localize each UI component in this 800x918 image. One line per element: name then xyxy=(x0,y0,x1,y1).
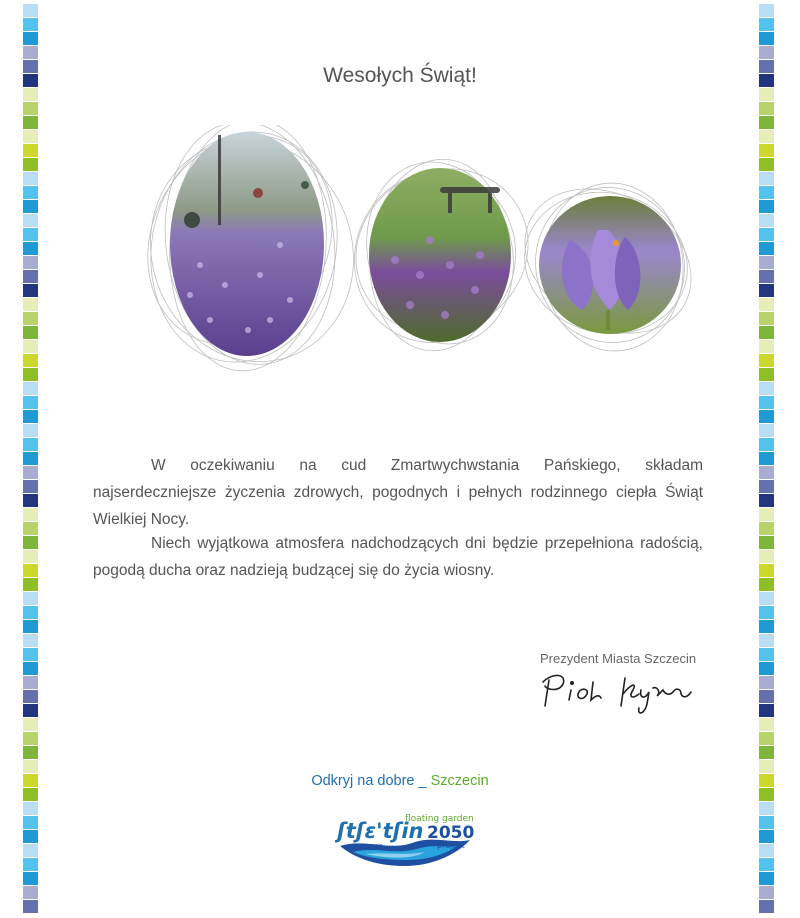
stripe-square xyxy=(23,410,38,423)
stripe-square xyxy=(759,578,774,591)
stripe-square xyxy=(759,368,774,381)
stripe-square xyxy=(759,18,774,31)
stripe-square xyxy=(23,396,38,409)
stripe-square xyxy=(759,172,774,185)
logo-city: szczecin xyxy=(362,843,383,849)
stripe-square xyxy=(23,872,38,885)
stripe-square xyxy=(23,116,38,129)
stripe-square xyxy=(23,900,38,913)
stripe-square xyxy=(759,88,774,101)
stripe-square xyxy=(23,704,38,717)
stripe-square xyxy=(23,620,38,633)
logo-year: 2050 xyxy=(427,823,475,843)
stripe-square xyxy=(759,242,774,255)
stripe-square xyxy=(759,326,774,339)
stripe-square xyxy=(759,592,774,605)
stripe-square xyxy=(759,844,774,857)
stripe-square xyxy=(759,382,774,395)
stripe-square xyxy=(759,802,774,815)
stripe-square xyxy=(23,816,38,829)
stripe-square xyxy=(23,746,38,759)
stripe-square xyxy=(759,816,774,829)
stripe-square xyxy=(759,886,774,899)
stripe-square xyxy=(759,102,774,115)
stripe-square xyxy=(759,144,774,157)
stripe-square xyxy=(23,480,38,493)
stripe-square xyxy=(23,830,38,843)
stripe-square xyxy=(759,704,774,717)
stripe-square xyxy=(759,830,774,843)
stripe-square xyxy=(23,4,38,17)
stripe-square xyxy=(23,802,38,815)
stripe-square xyxy=(759,676,774,689)
stripe-square xyxy=(759,130,774,143)
stripe-square xyxy=(23,606,38,619)
stripe-square xyxy=(759,284,774,297)
stripe-square xyxy=(23,550,38,563)
stripe-square xyxy=(759,466,774,479)
stripe-square xyxy=(23,32,38,45)
stripe-square xyxy=(759,858,774,871)
stripe-square xyxy=(23,494,38,507)
stripe-square xyxy=(759,214,774,227)
stripe-square xyxy=(23,508,38,521)
stripe-square xyxy=(759,116,774,129)
stripe-square xyxy=(759,620,774,633)
stripe-square xyxy=(759,438,774,451)
stripe-square xyxy=(759,718,774,731)
stripe-square xyxy=(759,46,774,59)
stripe-square xyxy=(23,144,38,157)
stripe-square xyxy=(759,746,774,759)
stripe-square xyxy=(759,396,774,409)
stripe-square xyxy=(23,424,38,437)
stripe-square xyxy=(759,354,774,367)
egg-photo-collage xyxy=(130,125,710,385)
stripe-square xyxy=(23,242,38,255)
stripe-square xyxy=(23,46,38,59)
stripe-square xyxy=(23,270,38,283)
handwritten-signature xyxy=(535,668,705,723)
stripe-square xyxy=(23,466,38,479)
stripe-square xyxy=(23,340,38,353)
stripe-square xyxy=(759,158,774,171)
stripe-square xyxy=(23,158,38,171)
stripe-square xyxy=(759,424,774,437)
stripe-square xyxy=(23,102,38,115)
stripe-square xyxy=(23,564,38,577)
stripe-square xyxy=(759,760,774,773)
stripe-square xyxy=(23,452,38,465)
stripe-square xyxy=(759,480,774,493)
stripe-square xyxy=(23,214,38,227)
stripe-square xyxy=(759,690,774,703)
signatory-role: Prezydent Miasta Szczecin xyxy=(540,651,697,666)
stripe-square xyxy=(759,340,774,353)
stripe-square xyxy=(759,788,774,801)
stripe-square xyxy=(23,578,38,591)
stripe-square xyxy=(23,200,38,213)
stripe-square xyxy=(759,732,774,745)
stripe-square xyxy=(23,690,38,703)
stripe-square xyxy=(23,354,38,367)
stripe-square xyxy=(23,172,38,185)
stripe-square xyxy=(23,732,38,745)
stripe-square xyxy=(759,4,774,17)
stripe-square xyxy=(759,32,774,45)
stripe-square xyxy=(759,256,774,269)
greeting-paragraph-2: Niech wyjątkowa atmosfera nadchodzących dni będzie przepełniona radością, pogodą ducha oraz nadzieją budzącej się do życia wiosny. xyxy=(93,535,703,579)
stripe-square xyxy=(759,186,774,199)
stripe-square xyxy=(23,326,38,339)
stripe-square xyxy=(759,410,774,423)
stripe-square xyxy=(759,662,774,675)
greeting-paragraph-1: W oczekiwaniu na cud Zmartwychwstania Pańskiego, składam najserdeczniejsze życzenia zdrowych, pogodnych i pełnych rodzinnego ciepła Świąt Wielkiej Nocy. xyxy=(93,457,703,528)
logo-floating-garden: floating garden xyxy=(405,814,474,824)
stripe-square xyxy=(759,312,774,325)
stripe-square xyxy=(23,522,38,535)
stripe-square xyxy=(23,648,38,661)
stripe-square xyxy=(23,228,38,241)
card-title: Wesołych Świąt! xyxy=(323,64,477,87)
stripe-square xyxy=(759,452,774,465)
stripe-square xyxy=(759,900,774,913)
logo-wordmark: ʃtʃɛ'tʃin xyxy=(337,819,424,843)
stripe-square xyxy=(759,508,774,521)
stripe-square xyxy=(23,88,38,101)
slogan-part-1: Odkryj na dobre _ xyxy=(311,773,427,789)
stripe-square xyxy=(759,536,774,549)
stripe-square xyxy=(23,312,38,325)
stripe-square xyxy=(759,872,774,885)
stripe-square xyxy=(759,200,774,213)
stripe-square xyxy=(23,858,38,871)
stripe-square xyxy=(23,844,38,857)
city-slogan xyxy=(0,773,800,789)
stripe-square xyxy=(23,256,38,269)
stripe-square xyxy=(23,186,38,199)
stripe-square xyxy=(23,718,38,731)
stripe-square xyxy=(759,634,774,647)
stripe-square xyxy=(759,270,774,283)
stripe-square xyxy=(759,606,774,619)
stripe-square xyxy=(23,368,38,381)
stripe-square xyxy=(759,550,774,563)
slogan-part-2: Szczecin xyxy=(430,773,489,789)
stripe-square xyxy=(23,788,38,801)
stripe-square xyxy=(23,284,38,297)
stripe-square xyxy=(23,536,38,549)
stripe-square xyxy=(23,298,38,311)
stripe-square xyxy=(23,760,38,773)
stripe-square xyxy=(23,130,38,143)
stripe-square xyxy=(23,662,38,675)
stripe-square xyxy=(759,648,774,661)
stripe-square xyxy=(759,494,774,507)
stripe-square xyxy=(23,18,38,31)
szczecin-2050-logo xyxy=(335,808,480,873)
stripe-square xyxy=(759,228,774,241)
stripe-square xyxy=(759,564,774,577)
logo-project: project xyxy=(437,841,465,850)
stripe-square xyxy=(23,634,38,647)
stripe-square xyxy=(23,438,38,451)
stripe-square xyxy=(23,382,38,395)
stripe-square xyxy=(759,298,774,311)
stripe-square xyxy=(23,886,38,899)
stripe-square xyxy=(759,522,774,535)
stripe-square xyxy=(23,676,38,689)
stripe-square xyxy=(23,592,38,605)
